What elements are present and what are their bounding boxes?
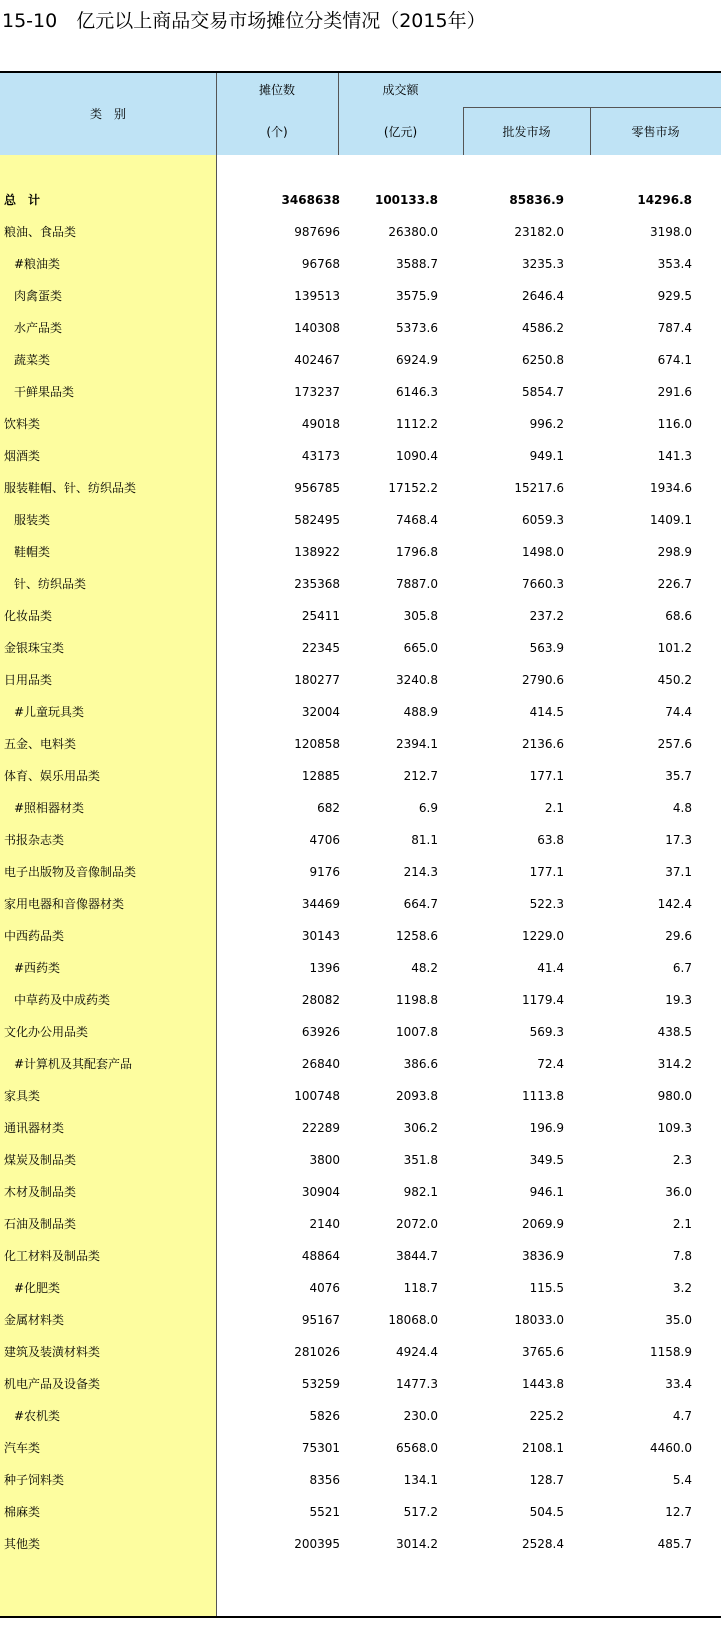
cell-stalls: 987696 [294, 225, 340, 239]
cell-wholesale: 349.5 [529, 1153, 564, 1167]
table-row [0, 568, 721, 600]
cell-turnover: 3588.7 [396, 257, 438, 271]
cell-wholesale: 6250.8 [522, 353, 564, 367]
cell-retail: 6.7 [672, 961, 692, 975]
cell-wholesale: 237.2 [529, 609, 564, 623]
cell-stalls: 281026 [294, 1345, 340, 1359]
row-category: 饮料类 [4, 417, 41, 431]
cell-wholesale: 3235.3 [522, 257, 564, 271]
row-category: 种子饲料类 [4, 1473, 65, 1487]
cell-retail: 4.7 [672, 1409, 692, 1423]
cell-turnover: 982.1 [403, 1185, 438, 1199]
cell-retail: 7.8 [672, 1249, 692, 1263]
cell-wholesale: 18033.0 [514, 1313, 564, 1327]
row-category: 书报杂志类 [4, 833, 65, 847]
cell-wholesale: 2069.9 [522, 1217, 564, 1231]
cell-turnover: 1258.6 [396, 929, 438, 943]
table-row [0, 1368, 721, 1400]
cell-turnover: 1090.4 [396, 449, 438, 463]
cell-retail: 2.1 [672, 1217, 692, 1231]
cell-retail: 438.5 [657, 1025, 692, 1039]
row-category: 化妆品类 [4, 609, 53, 623]
row-category: 中草药及中成药类 [14, 993, 111, 1007]
cell-stalls: 34469 [301, 897, 340, 911]
cell-stalls: 30904 [301, 1185, 340, 1199]
cell-wholesale: 1113.8 [522, 1089, 564, 1103]
cell-wholesale: 563.9 [529, 641, 564, 655]
cell-retail: 33.4 [665, 1377, 692, 1391]
table-row [0, 1144, 721, 1176]
cell-retail: 35.0 [665, 1313, 692, 1327]
cell-retail: 12.7 [665, 1505, 692, 1519]
table-row [0, 1080, 721, 1112]
row-category: 日用品类 [4, 673, 53, 687]
table-row [0, 1496, 721, 1528]
cell-stalls: 1396 [309, 961, 340, 975]
table-row [0, 984, 721, 1016]
row-category: 文化办公用品类 [4, 1025, 89, 1039]
cell-retail: 674.1 [657, 353, 692, 367]
cell-turnover: 3575.9 [396, 289, 438, 303]
cell-stalls: 402467 [294, 353, 340, 367]
cell-retail: 314.2 [657, 1057, 692, 1071]
cell-turnover: 1477.3 [396, 1377, 438, 1391]
cell-retail: 1409.1 [650, 513, 692, 527]
cell-wholesale: 946.1 [529, 1185, 564, 1199]
table-row [0, 824, 721, 856]
cell-stalls: 43173 [301, 449, 340, 463]
row-category: 中西药品类 [4, 929, 65, 943]
table-row [0, 696, 721, 728]
cell-wholesale: 225.2 [529, 1409, 564, 1423]
table-row [0, 952, 721, 984]
cell-wholesale: 3836.9 [522, 1249, 564, 1263]
table-row [0, 248, 721, 280]
table-row [0, 760, 721, 792]
cell-retail: 116.0 [657, 417, 692, 431]
cell-wholesale: 128.7 [529, 1473, 564, 1487]
cell-turnover: 7468.4 [396, 513, 438, 527]
cell-stalls: 4076 [309, 1281, 340, 1295]
cell-stalls: 48864 [301, 1249, 340, 1263]
cell-wholesale: 2136.6 [522, 737, 564, 751]
cell-retail: 101.2 [657, 641, 692, 655]
cell-stalls: 120858 [294, 737, 340, 751]
cell-turnover: 2072.0 [396, 1217, 438, 1231]
cell-stalls: 5826 [309, 1409, 340, 1423]
cell-stalls: 12885 [301, 769, 340, 783]
table-row [0, 600, 721, 632]
cell-wholesale: 1443.8 [522, 1377, 564, 1391]
row-category: 总计 [4, 193, 53, 207]
cell-stalls: 140308 [294, 321, 340, 335]
cell-stalls: 8356 [309, 1473, 340, 1487]
cell-stalls: 96768 [301, 257, 340, 271]
row-category: 电子出版物及音像制品类 [4, 865, 137, 879]
row-category: 化工材料及制品类 [4, 1249, 101, 1263]
cell-wholesale: 23182.0 [514, 225, 564, 239]
row-category: #农机类 [14, 1409, 61, 1423]
cell-retail: 5.4 [672, 1473, 692, 1487]
cell-turnover: 3240.8 [396, 673, 438, 687]
header-category: 类 别 [89, 107, 126, 121]
cell-turnover: 517.2 [403, 1505, 438, 1519]
cell-turnover: 7887.0 [396, 577, 438, 591]
table-row [0, 1176, 721, 1208]
cell-turnover: 1198.8 [396, 993, 438, 1007]
row-category: 体育、娱乐用品类 [4, 769, 101, 783]
cell-retail: 36.0 [665, 1185, 692, 1199]
cell-turnover: 2394.1 [396, 737, 438, 751]
cell-stalls: 180277 [294, 673, 340, 687]
cell-retail: 485.7 [657, 1537, 692, 1551]
table-header [0, 73, 721, 155]
header-subrule [463, 107, 721, 108]
cell-stalls: 25411 [301, 609, 340, 623]
cell-retail: 4460.0 [650, 1441, 692, 1455]
cell-stalls: 200395 [294, 1537, 340, 1551]
row-category: #粮油类 [14, 257, 61, 271]
row-category: #西药类 [14, 961, 61, 975]
cell-stalls: 235368 [294, 577, 340, 591]
cell-stalls: 5521 [309, 1505, 340, 1519]
cell-stalls: 682 [317, 801, 340, 815]
table-row [0, 1272, 721, 1304]
cell-retail: 980.0 [657, 1089, 692, 1103]
cell-wholesale: 177.1 [529, 769, 564, 783]
cell-turnover: 3014.2 [396, 1537, 438, 1551]
row-category: 木材及制品类 [4, 1185, 77, 1199]
cell-turnover: 81.1 [411, 833, 438, 847]
table-row [0, 1304, 721, 1336]
cell-turnover: 17152.2 [388, 481, 438, 495]
table-row [0, 312, 721, 344]
header-wholesale: 批发市场 [502, 125, 551, 139]
cell-turnover: 351.8 [403, 1153, 438, 1167]
cell-stalls: 22289 [301, 1121, 340, 1135]
table-row [0, 408, 721, 440]
table-row [0, 920, 721, 952]
table-row [0, 376, 721, 408]
table-row [0, 632, 721, 664]
table-title: 15-10 亿元以上商品交易市场摊位分类情况（2015年） [2, 10, 486, 32]
cell-turnover: 306.2 [403, 1121, 438, 1135]
cell-retail: 787.4 [657, 321, 692, 335]
row-category: 其他类 [4, 1537, 41, 1551]
cell-turnover: 2093.8 [396, 1089, 438, 1103]
cell-stalls: 173237 [294, 385, 340, 399]
cell-stalls: 956785 [294, 481, 340, 495]
cell-wholesale: 2528.4 [522, 1537, 564, 1551]
cell-wholesale: 996.2 [529, 417, 564, 431]
header-retail: 零售市场 [631, 125, 680, 139]
cell-turnover: 134.1 [403, 1473, 438, 1487]
cell-turnover: 1112.2 [396, 417, 438, 431]
header-stalls: 摊位数 [258, 83, 295, 97]
cell-wholesale: 115.5 [529, 1281, 564, 1295]
cell-wholesale: 2646.4 [522, 289, 564, 303]
cell-wholesale: 15217.6 [514, 481, 564, 495]
table-row [0, 440, 721, 472]
table-row [0, 888, 721, 920]
cell-wholesale: 949.1 [529, 449, 564, 463]
cell-retail: 1934.6 [650, 481, 692, 495]
cell-wholesale: 1229.0 [522, 929, 564, 943]
cell-stalls: 95167 [301, 1313, 340, 1327]
cell-stalls: 100748 [294, 1089, 340, 1103]
cell-turnover: 664.7 [403, 897, 438, 911]
cell-turnover: 48.2 [411, 961, 438, 975]
cell-turnover: 386.6 [403, 1057, 438, 1071]
row-category: #儿童玩具类 [14, 705, 85, 719]
row-category: 建筑及装潢材料类 [4, 1345, 101, 1359]
cell-wholesale: 2.1 [544, 801, 564, 815]
cell-retail: 929.5 [657, 289, 692, 303]
row-category: 服装类 [14, 513, 51, 527]
row-category: 烟酒类 [4, 449, 41, 463]
cell-stalls: 75301 [301, 1441, 340, 1455]
cell-retail: 1158.9 [650, 1345, 692, 1359]
cell-retail: 141.3 [657, 449, 692, 463]
cell-stalls: 26840 [301, 1057, 340, 1071]
cell-turnover: 212.7 [403, 769, 438, 783]
cell-wholesale: 1498.0 [522, 545, 564, 559]
cell-turnover: 488.9 [403, 705, 438, 719]
cell-stalls: 2140 [309, 1217, 340, 1231]
cell-stalls: 138922 [294, 545, 340, 559]
cell-retail: 2.3 [672, 1153, 692, 1167]
cell-turnover: 6146.3 [396, 385, 438, 399]
row-category: #照相器材类 [14, 801, 85, 815]
table-row [0, 1208, 721, 1240]
cell-retail: 257.6 [657, 737, 692, 751]
header-stalls-unit: (个) [266, 125, 288, 139]
cell-stalls: 4706 [309, 833, 340, 847]
header-turnover-unit: (亿元) [383, 125, 418, 139]
row-category: 煤炭及制品类 [4, 1153, 77, 1167]
table-row [0, 728, 721, 760]
row-category: 蔬菜类 [14, 353, 51, 367]
row-category: 石油及制品类 [4, 1217, 77, 1231]
table-row-total [0, 184, 721, 216]
row-category: #计算机及其配套产品 [14, 1057, 133, 1071]
table-row [0, 856, 721, 888]
row-category: 金属材料类 [4, 1313, 65, 1327]
cell-turnover: 6924.9 [396, 353, 438, 367]
cell-retail: 3198.0 [650, 225, 692, 239]
row-category: 家用电器和音像器材类 [4, 897, 125, 911]
cell-turnover: 1796.8 [396, 545, 438, 559]
cell-retail: 3.2 [672, 1281, 692, 1295]
cell-retail: 68.6 [665, 609, 692, 623]
cell-wholesale: 85836.9 [509, 193, 564, 207]
cell-turnover: 305.8 [403, 609, 438, 623]
cell-stalls: 63926 [301, 1025, 340, 1039]
row-category: 汽车类 [4, 1441, 41, 1455]
table-row [0, 1048, 721, 1080]
cell-retail: 298.9 [657, 545, 692, 559]
cell-turnover: 18068.0 [388, 1313, 438, 1327]
table-row [0, 1336, 721, 1368]
cell-wholesale: 7660.3 [522, 577, 564, 591]
bottom-rule [0, 1616, 721, 1618]
cell-retail: 226.7 [657, 577, 692, 591]
row-category: 棉麻类 [4, 1505, 41, 1519]
table-row [0, 472, 721, 504]
cell-turnover: 3844.7 [396, 1249, 438, 1263]
cell-stalls: 30143 [301, 929, 340, 943]
cell-retail: 29.6 [665, 929, 692, 943]
header-turnover: 成交额 [382, 83, 419, 97]
row-category: 通讯器材类 [4, 1121, 65, 1135]
cell-retail: 450.2 [657, 673, 692, 687]
cell-stalls: 32004 [301, 705, 340, 719]
cell-retail: 291.6 [657, 385, 692, 399]
table-row [0, 1400, 721, 1432]
cell-turnover: 230.0 [403, 1409, 438, 1423]
table-row [0, 1240, 721, 1272]
cell-turnover: 665.0 [403, 641, 438, 655]
table-row [0, 1016, 721, 1048]
cell-turnover: 100133.8 [374, 193, 438, 207]
cell-retail: 142.4 [657, 897, 692, 911]
cell-retail: 4.8 [672, 801, 692, 815]
row-category: 针、纺织品类 [14, 577, 87, 591]
row-category: 机电产品及设备类 [4, 1377, 101, 1391]
row-category: 服装鞋帽、针、纺织品类 [4, 481, 137, 495]
cell-turnover: 5373.6 [396, 321, 438, 335]
cell-turnover: 4924.4 [396, 1345, 438, 1359]
cell-retail: 35.7 [665, 769, 692, 783]
cell-retail: 109.3 [657, 1121, 692, 1135]
table-row [0, 280, 721, 312]
cell-wholesale: 196.9 [529, 1121, 564, 1135]
cell-stalls: 582495 [294, 513, 340, 527]
cell-stalls: 49018 [301, 417, 340, 431]
table-row [0, 536, 721, 568]
cell-retail: 74.4 [665, 705, 692, 719]
cell-wholesale: 72.4 [537, 1057, 564, 1071]
cell-turnover: 6568.0 [396, 1441, 438, 1455]
cell-stalls: 28082 [301, 993, 340, 1007]
cell-retail: 19.3 [665, 993, 692, 1007]
row-category: 五金、电料类 [4, 737, 77, 751]
cell-wholesale: 2108.1 [522, 1441, 564, 1455]
cell-stalls: 9176 [309, 865, 340, 879]
table-row [0, 1112, 721, 1144]
cell-turnover: 6.9 [418, 801, 438, 815]
row-category: 干鲜果品类 [14, 385, 75, 399]
cell-wholesale: 414.5 [529, 705, 564, 719]
cell-wholesale: 41.4 [537, 961, 564, 975]
cell-retail: 37.1 [665, 865, 692, 879]
cell-wholesale: 63.8 [537, 833, 564, 847]
row-category: 家具类 [4, 1089, 41, 1103]
table-row [0, 1464, 721, 1496]
row-category: 粮油、食品类 [4, 225, 77, 239]
cell-retail: 353.4 [657, 257, 692, 271]
table-body [0, 184, 721, 1560]
row-category: #化肥类 [14, 1281, 61, 1295]
table-row [0, 792, 721, 824]
cell-wholesale: 177.1 [529, 865, 564, 879]
cell-wholesale: 2790.6 [522, 673, 564, 687]
cell-wholesale: 6059.3 [522, 513, 564, 527]
table-row [0, 1528, 721, 1560]
cell-stalls: 22345 [301, 641, 340, 655]
cell-turnover: 26380.0 [388, 225, 438, 239]
cell-stalls: 3468638 [281, 193, 340, 207]
cell-wholesale: 1179.4 [522, 993, 564, 1007]
cell-wholesale: 5854.7 [522, 385, 564, 399]
cell-wholesale: 522.3 [529, 897, 564, 911]
table-row [0, 344, 721, 376]
cell-turnover: 1007.8 [396, 1025, 438, 1039]
cell-stalls: 3800 [309, 1153, 340, 1167]
table-row [0, 664, 721, 696]
cell-wholesale: 3765.6 [522, 1345, 564, 1359]
table-row [0, 1432, 721, 1464]
table-row [0, 216, 721, 248]
cell-turnover: 118.7 [403, 1281, 438, 1295]
cell-retail: 17.3 [665, 833, 692, 847]
cell-wholesale: 4586.2 [522, 321, 564, 335]
cell-retail: 14296.8 [637, 193, 692, 207]
cell-stalls: 53259 [301, 1377, 340, 1391]
row-category: 肉禽蛋类 [14, 289, 63, 303]
cell-turnover: 214.3 [403, 865, 438, 879]
cell-wholesale: 504.5 [529, 1505, 564, 1519]
table-row [0, 504, 721, 536]
cell-stalls: 139513 [294, 289, 340, 303]
row-category: 水产品类 [14, 321, 63, 335]
row-category: 鞋帽类 [14, 545, 51, 559]
cell-wholesale: 569.3 [529, 1025, 564, 1039]
row-category: 金银珠宝类 [4, 641, 65, 655]
